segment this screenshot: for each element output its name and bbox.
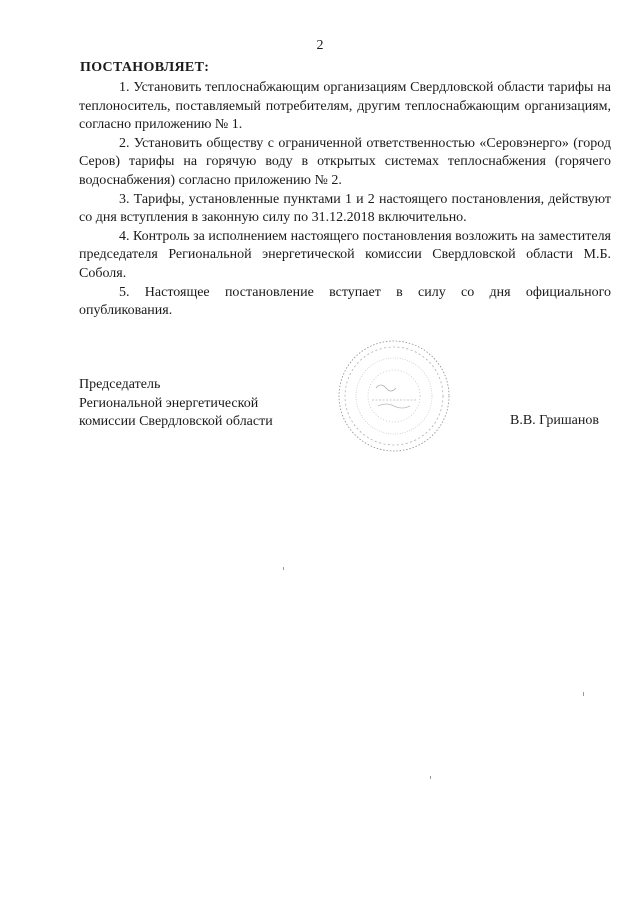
resolution-item-3: 3. Тарифы, установленные пунктами 1 и 2 настоящего постановления, действуют со дня вступления в законную силу по 31.12.2018 включительно. [79, 191, 611, 226]
resolution-body [79, 79, 611, 321]
signer-title-line: комиссии Свердловской области [79, 414, 273, 430]
resolution-item-1: 1. Установить теплоснабжающим организациям Свердловской области тарифы на теплоноситель, поставляемый потребителям, другим теплоснабжающим организациям, согласно приложению № 1. [79, 80, 611, 133]
resolution-item-4: 4. Контроль за исполнением настоящего постановления возложить на заместителя председателя Региональной энергетической комиссии Свердловской области М.Б. Соболя. [79, 228, 611, 281]
signer-title-line: Председатель [79, 377, 161, 392]
resolution-item-5: 5. Настоящее постановление вступает в силу со дня официального опубликования. [79, 284, 611, 319]
official-seal-icon [336, 338, 452, 454]
page-number: 2 [316, 38, 324, 53]
signer-name: В.В. Гришанов [510, 413, 599, 428]
signer-title-line: Региональной энергетической [79, 395, 259, 411]
document-heading: ПОСТАНОВЛЯЕТ: [80, 60, 210, 75]
resolution-item-2: 2. Установить обществу с ограниченной ответственностью «Серовэнерго» (город Серов) тарифы на горячую воду в открытых системах теплоснабжения (горячего водоснабжения) согласно приложению № 2. [79, 135, 611, 188]
signer-title [79, 376, 273, 432]
scan-speck [283, 567, 284, 570]
scan-speck [430, 776, 431, 779]
scan-speck [583, 692, 584, 696]
